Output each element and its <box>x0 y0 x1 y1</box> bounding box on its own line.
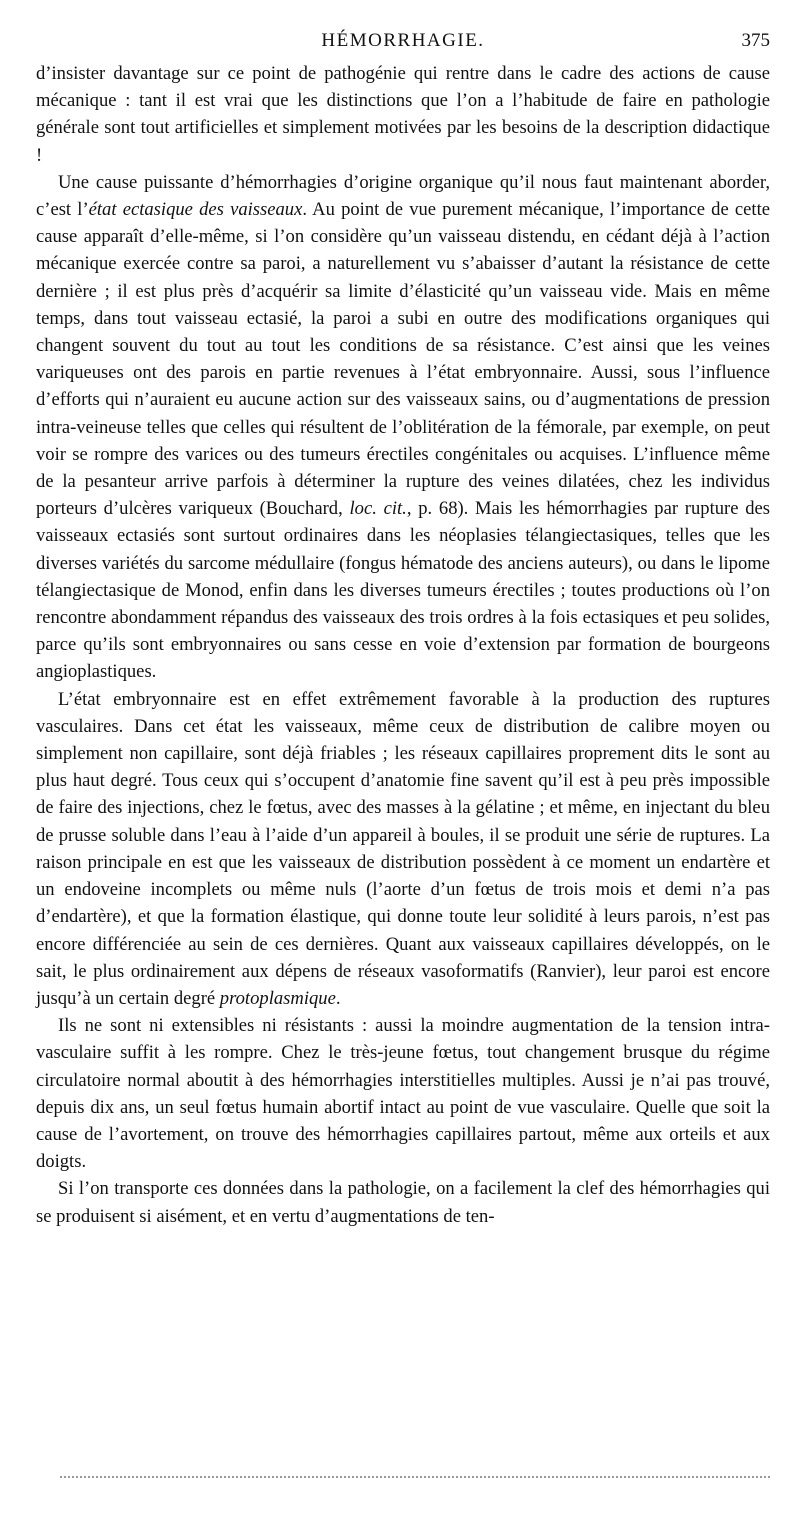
paragraph-3 <box>36 686 770 1012</box>
running-head <box>36 30 770 60</box>
paragraph-4 <box>36 1012 770 1175</box>
italic-term: protoplasmique <box>219 987 336 1009</box>
paragraph-text: . Au point de vue purement mécanique, l’importance de cette cause apparaît d’elle-même, si l’on considère qu’un vaisseau distendu, en cédant déjà à l’action mécanique exercée contre sa paroi, a naturellement vu s’abaisser d’autant la résistance de cette dernière ; il est plus près d’acquérir sa limite d’élasticité qu’un vaisseau vide. Mais en même temps, dans tout vaisseau ectasié, la paroi a subi en outre des modifications organiques qui changent souvent du tout au tout les conditions de sa résistance. C’est ainsi que les veines variqueuses ont des parois en partie revenues à l’état embryonnaire. Aussi, sous l’influence d’efforts qui n’auraient eu aucune action sur des vaisseaux sains, ou d’augmentations de pression intra-veineuse telles que celles qui résultent de l’oblitération de la fémorale, par exemple, on peut voir se rompre des varices ou des tumeurs érectiles congénitales ou acquises. L’influence même de la pesanteur arrive parfois à déterminer la rupture des veines dilatées, chez les individus porteurs d’ulcères variqueux (Bouchard, <box>36 199 770 520</box>
paragraph-text: Une cause puissante d’hémorrhagies d’origine organique qu’il nous faut maintenant aborder, c’est l’ <box>36 171 770 221</box>
paragraph-text: d’insister davantage sur ce point de pathogénie qui rentre dans le cadre des actions de cause mécanique : tant il est vrai que les distinctions que l’on a l’habitude de faire en pathologie générale sont tout artificielles et simplement motivées par les besoins de la description didactique ! <box>36 63 770 166</box>
paragraph-5 <box>36 1175 770 1229</box>
paragraph-2 <box>36 169 770 686</box>
footer-rule <box>60 1476 770 1478</box>
italic-term: état ectasique des vaisseaux <box>88 199 303 221</box>
running-title: HÉMORRHAGIE. <box>321 30 485 51</box>
paragraph-text: Si l’on transporte ces données dans la pathologie, on a facilement la clef des hémorrhagies qui se produisent si aisément, et en vertu d’augmentations de ten- <box>36 1178 770 1227</box>
paragraph-text: L’état embryonnaire est en effet extrêmement favorable à la production des ruptures vasculaires. Dans cet état les vaisseaux, même ceux de distribution de calibre moyen ou simplement non capillaire, sont déjà friables ; les réseaux capillaires proprement dits le sont au plus haut degré. Tous ceux qui s’occupent d’anatomie fine savent qu’il est à peu près impossible de faire des injections, chez le fœtus, avec des masses à la gélatine ; et même, en injectant du bleu de prusse soluble dans l’eau à l’aide d’un appareil à boules, il se produit une série de ruptures. La raison principale en est que les vaisseaux de distribution possèdent à ce moment un endartère et un endoveine incomplets ou même nuls (l’aorte d’un fœtus de trois mois et demi n’a pas d’endartère), et que la formation élastique, qui donne toute leur solidité à leurs parois, n’est pas encore différenciée au sein de ces dernières. Quant aux vaisseaux capillaires développés, on le sait, le plus ordinairement aux dépens de réseaux vasoformatifs (Ranvier), leur paroi est encore jusqu’à un certain degré <box>36 688 770 1009</box>
book-page <box>36 30 770 1230</box>
paragraph-text: , p. 68). Mais les hémorrhagies par rupture des vaisseaux ectasiés sont surtout ordinaires dans les néoplasies télangiectasiques, telles que les diverses variétés du sarcome médullaire (fongus hématode des anciens auteurs), ou dans le lipome télangiectasique de Monod, enfin dans les diverses tumeurs érectiles ; toutes productions où l’on rencontre abondamment répandus des vaisseaux des trois ordres à la fois ectasiques et peu solides, parce qu’ils sont embryonnaires ou sans cesse en voie d’extension par formation de bourgeons angioplastiques. <box>36 498 770 683</box>
paragraph-1 <box>36 60 770 169</box>
page-number: 375 <box>741 30 770 51</box>
paragraph-text: Ils ne sont ni extensibles ni résistants : aussi la moindre augmentation de la tension intra-vasculaire suffit à les rompre. Chez le très-jeune fœtus, tout changement brusque du régime circulatoire normal aboutit à des hémorrhagies interstitielles multiples. Aussi je n’ai pas trouvé, depuis dix ans, un seul fœtus humain abortif intact au point de vue vasculaire. Quelle que soit la cause de l’avortement, on trouve des hémorrhagies capillaires partout, même aux orteils et aux doigts. <box>36 1015 770 1173</box>
body-text <box>36 60 770 1230</box>
citation-italic: loc. cit. <box>349 498 407 520</box>
paragraph-text: . <box>335 987 341 1009</box>
